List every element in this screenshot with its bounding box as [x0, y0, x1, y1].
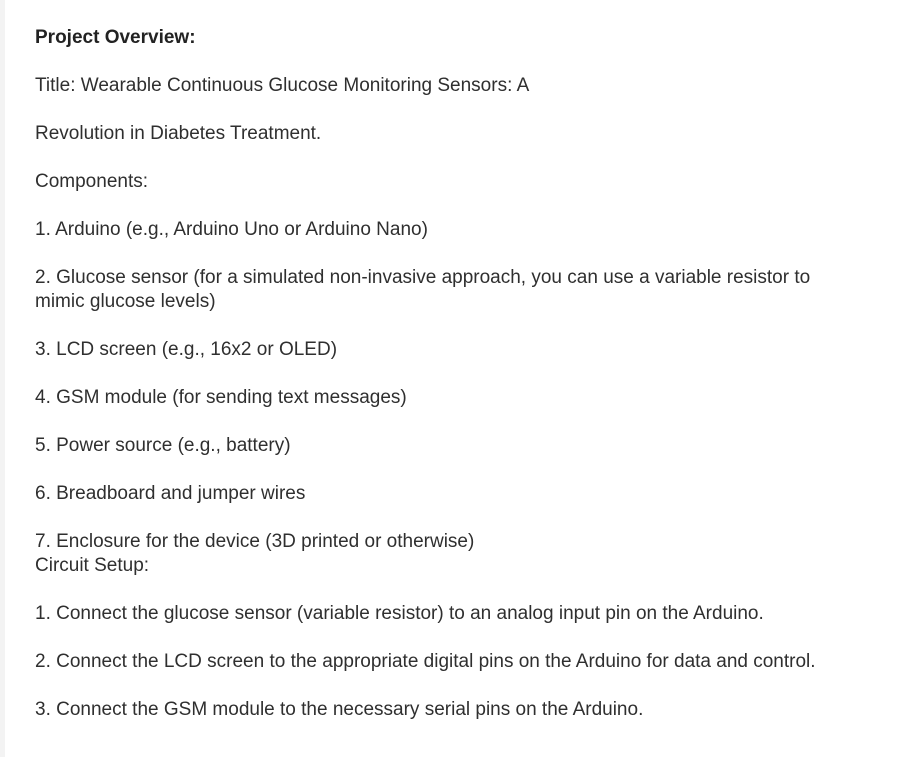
circuit-step-1: 1. Connect the glucose sensor (variable resistor) to an analog input pin on the Arduino. — [35, 603, 764, 624]
circuit-step-2: 2. Connect the LCD screen to the appropriate digital pins on the Arduino for data and control. — [35, 651, 816, 672]
component-item-1: 1. Arduino (e.g., Arduino Uno or Arduino Nano) — [35, 219, 428, 240]
component-item-7: 7. Enclosure for the device (3D printed or otherwise) — [35, 531, 475, 552]
circuit-setup-heading: Circuit Setup: — [35, 555, 150, 576]
document-page — [5, 0, 907, 757]
component-item-2: 2. Glucose sensor (for a simulated non-invasive approach, you can use a variable resistor to mimic glucose levels) — [35, 267, 811, 312]
project-overview-heading: Project Overview: — [35, 27, 196, 48]
title-line-2: Revolution in Diabetes Treatment. — [35, 123, 322, 144]
component-item-6: 6. Breadboard and jumper wires — [35, 483, 306, 504]
title-line-1: Title: Wearable Continuous Glucose Monitoring Sensors: A — [35, 75, 530, 96]
component-item-3: 3. LCD screen (e.g., 16x2 or OLED) — [35, 339, 338, 360]
components-heading: Components: — [35, 171, 149, 192]
circuit-step-3: 3. Connect the GSM module to the necessary serial pins on the Arduino. — [35, 699, 644, 720]
component-item-4: 4. GSM module (for sending text messages) — [35, 387, 407, 408]
component-item-5: 5. Power source (e.g., battery) — [35, 435, 291, 456]
